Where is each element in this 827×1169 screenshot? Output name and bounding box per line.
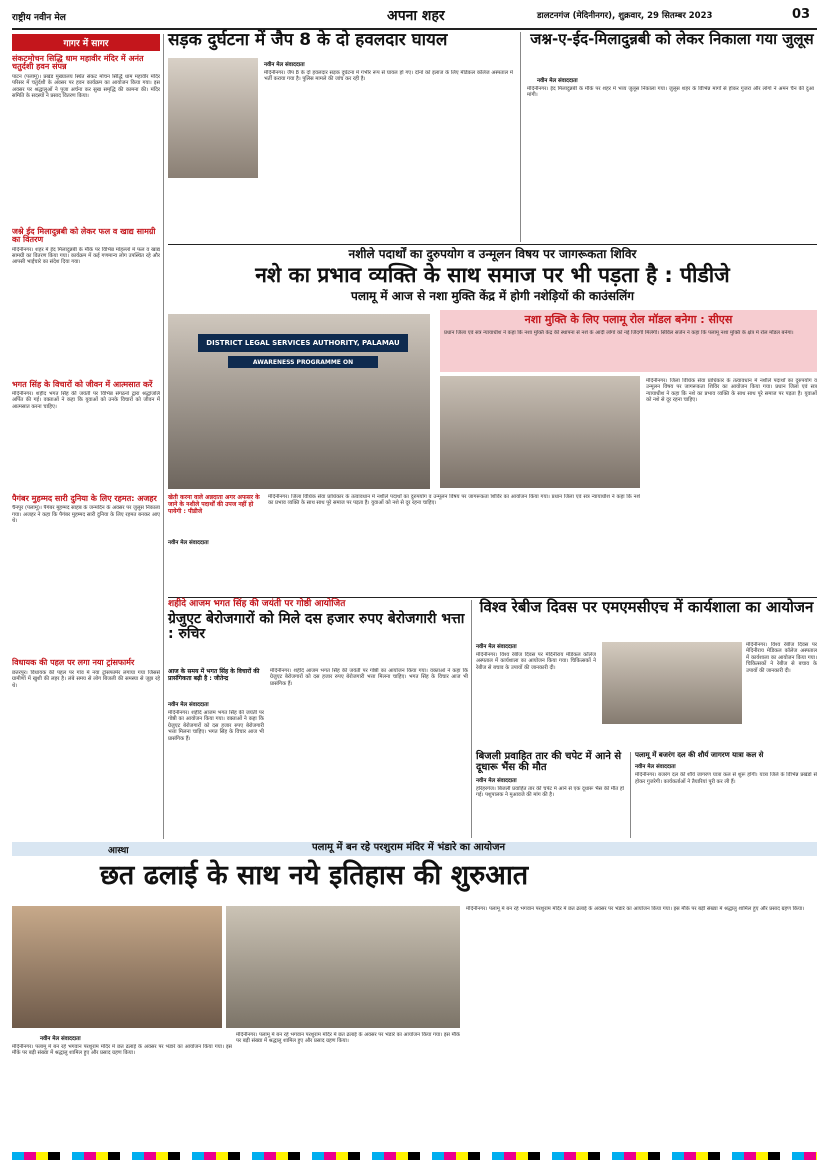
sidebar-item	[12, 659, 160, 779]
page-number: 03	[792, 7, 811, 22]
headline: जश्न-ए-ईद-मिलादुन्नबी को लेकर निकाला गया जुलूस	[530, 30, 814, 48]
bottom-headline: छत ढलाई के साथ नये इतिहास की शुरुआत	[100, 860, 529, 891]
injured-photo	[168, 58, 258, 178]
story-rabies	[476, 600, 817, 750]
kicker: पलामू में बन रहे परशुराम मंदिर में भंडारे का आयोजन	[312, 842, 506, 853]
article-body-cont: मेदिनीनगर। शहीदे आजम भगत सिंह की जयंती पर गोष्ठी का आयोजन किया गया। वक्ताओं ने कहा कि ग्रेजुएट बेरोजगारों को दस हजार रुपए बेरोजगारी भत्ता मिलना चाहिए। भगत सिंह के विचार आज भी प्रासंगिक हैं।	[270, 668, 468, 687]
byline: नवीन मेल संवाददाता	[168, 702, 209, 708]
sidebar-divider	[163, 34, 164, 839]
sidebar-item-body: पाटन (पलामू)। प्रखंड मुख्यालय स्थित संकट मोचन सिद्धि धाम महावीर मंदिर परिसर में चतुर्दशी के अवसर पर हवन कार्यक्रम का आयोजन किया गया। इस अवसर पर श्रद्धालुओं ने पूजा अर्चना कर सुख समृद्धि की कामना की। मंदिर समिति के सदस्यों ने प्रसाद वितरण किया।	[12, 73, 160, 99]
story-electric	[476, 752, 624, 838]
sidebar-item-title: विधायक की पहल पर लगा नया ट्रांसफार्मर	[12, 658, 135, 668]
dateline: डालटनगंज (मेदिनीनगर), शुक्रवार, 29 सितम्बर 2023	[537, 11, 713, 21]
section-rule	[168, 244, 817, 245]
headline: पलामू में बजरंग दल की शौर्य जागरण यात्रा कल से	[635, 751, 764, 759]
workshop-photo	[602, 642, 742, 724]
article-body: मेदिनीनगर। जिला विधिक सेवा प्राधिकार के तत्वावधान में नशीले पदार्थों का दुरुपयोग व उन्मूलन विषय पर जागरूकता शिविर का आयोजन किया गया। प्रधान जिला एवं सत्र न्यायाधीश ने कहा कि नशे का प्रभाव व्यक्ति के साथ साथ पूरे समाज पर पड़ता है। युवाओं को नशे से दूर रहना चाहिए।	[646, 378, 817, 404]
page-header	[12, 6, 817, 26]
sidebar-item-body: छतरपुर। विधायक की पहल पर गांव में नया ट्रांसफार्मर लगाया गया जिससे ग्रामीणों में खुशी की लहर है। लंबे समय से लोग बिजली की समस्या से जूझ रहे थे।	[12, 669, 160, 689]
headline: सड़क दुर्घटना में जैप 8 के दो हवलदार घायल	[168, 30, 448, 50]
byline: नवीन मेल संवाददाता	[476, 778, 517, 784]
sidebar-item-title: संकटमोचन सिद्धि धाम महावीर मंदिर में अनंत चतुर्दशी हवन संपन्न	[12, 54, 144, 72]
temple-photo-2	[226, 906, 460, 1028]
byline: नवीन मेल संवाददाता	[264, 62, 305, 68]
article-body: मेदिनीनगर। पलामू में बन रहे भगवान परशुराम मंदिर में छत ढलाई के अवसर पर भंडारे का आयोजन किया गया। इस मौके पर बड़ी संख्या में श्रद्धालु शामिल हुए और प्रसाद ग्रहण किया।	[12, 1044, 232, 1057]
sidebar-item	[12, 55, 160, 224]
article-body-cont: मेदिनीनगर। विश्व रेबीज दिवस पर मेदिनीराय मेडिकल कॉलेज अस्पताल में कार्यशाला का आयोजन किया गया। चिकित्सकों ने रेबीज से बचाव के उपायों की जानकारी दी।	[746, 642, 817, 674]
photo-banner: DISTRICT LEGAL SERVICES AUTHORITY, PALAMAU	[198, 334, 408, 352]
sidebar-item-title: भगत सिंह के विचारों को जीवन में आत्मसात करें	[12, 379, 153, 389]
sidebar-label: गागर में सागर	[12, 34, 160, 51]
quote: आज के समय में भगत सिंह के विचारों की प्रासंगिकता बढ़ी है : जीतेन्द्र	[168, 668, 260, 682]
sidebar-item	[12, 495, 160, 655]
sidebar-item	[12, 381, 160, 491]
byline: नवीन मेल संवाददाता	[168, 540, 209, 546]
info-box	[440, 310, 817, 372]
meeting-photo	[440, 376, 640, 488]
headline: नशे का प्रभाव व्यक्ति के साथ समाज पर भी पड़ता है : पीडीजे	[255, 262, 730, 287]
article-body-cont: मेदिनीनगर। पलामू में बन रहे भगवान परशुराम मंदिर में छत ढलाई के अवसर पर भंडारे का आयोजन किया गया। इस मौके पर बड़ी संख्या में श्रद्धालु शामिल हुए और प्रसाद ग्रहण किया।	[236, 1032, 460, 1045]
byline: नवीन मेल संवाददाता	[476, 644, 517, 650]
byline: नवीन मेल संवाददाता	[40, 1036, 81, 1042]
headline: बिजली प्रवाहित तार की चपेट में आने से दूधारू भैंस की मौत	[476, 751, 622, 773]
subhead: पलामू में आज से नशा मुक्ति केंद्र में होगी नशेड़ियों की काउंसलिंग	[351, 288, 634, 303]
headline: ग्रेजुएट बेरोजगारों को मिले दस हजार रुपए बेरोजगारी भत्ता : रुचिर	[168, 611, 465, 643]
sidebar-item-body: चैनपुर (पलामू)। पैगंबर मुहम्मद साहब के जन्मदिन के अवसर पर जुलूस निकाला गया। अजहर ने कहा कि पैगंबर मुहम्मद सारी दुनिया के लिए रहमत बनकर आए थे।	[12, 505, 160, 525]
article-body-cont: मेदिनीनगर। जिला विधिक सेवा प्राधिकार के तत्वावधान में नशीले पदार्थों का दुरुपयोग व उन्मूलन विषय पर जागरूकता शिविर का आयोजन किया गया। प्रधान जिला एवं सत्र न्यायाधीश ने कहा कि नशे का प्रभाव व्यक्ति के साथ साथ पूरे समाज पर पड़ता है। युवाओं को नशे से दूर रहना चाहिए।	[268, 494, 640, 507]
bottom-band	[12, 842, 817, 856]
article-body: मेदिनीनगर। बजरंग दल की शौर्य जागरण यात्रा कल से शुरू होगी। यात्रा जिले के विभिन्न प्रखंडों से होकर गुजरेगी। कार्यकर्ताओं ने तैयारियां पूरी कर ली हैं।	[635, 772, 817, 785]
article-body: मेदिनीनगर। विश्व रेबीज दिवस पर मेदिनीराय मेडिकल कॉलेज अस्पताल में कार्यशाला का आयोजन किया गया। चिकित्सकों ने रेबीज से बचाव के उपायों की जानकारी दी।	[476, 652, 596, 671]
top-story-left	[168, 32, 513, 242]
byline: नवीन मेल संवाददाता	[635, 764, 676, 771]
top-story-right	[520, 32, 817, 242]
byline: नवीन मेल संवाददाता	[537, 78, 578, 84]
section-label: आस्था	[108, 846, 129, 856]
temple-photo-1	[12, 906, 222, 1028]
article-body: मेदिनीनगर। ईद मिलादुन्नबी के मौके पर शहर में भव्य जुलूस निकाला गया। जुलूस शहर के विभिन्न मार्गों से होकर गुजरा और लोगों ने अमन चैन की दुआ मांगी।	[527, 86, 814, 99]
print-registration-bar	[12, 1152, 817, 1160]
article-body: मेदिनीनगर। जैप 8 के दो हवलदार सड़क दुर्घटना में गंभीर रूप से घायल हो गए। दोनों को इलाज के लिए मेडिकल कॉलेज अस्पताल में भर्ती कराया गया है। पुलिस मामले की जांच कर रही है।	[264, 70, 513, 83]
pull-quote: खेती करना वाले अन्नदाता अगर अफसर के जाने के नशीले पदार्थों की उपज नहीं हो पायेगी : पीडीजे	[168, 494, 260, 515]
article-body-cont: मेदिनीनगर। पलामू में बन रहे भगवान परशुराम मंदिर में छत ढलाई के अवसर पर भंडारे का आयोजन किया गया। इस मौके पर बड़ी संख्या में श्रद्धालु शामिल हुए और प्रसाद ग्रहण किया।	[466, 906, 805, 912]
sidebar-item	[12, 228, 160, 377]
story-bajrang	[630, 752, 817, 838]
article-body: मेदिनीनगर। शहीदे आजम भगत सिंह की जयंती पर गोष्ठी का आयोजन किया गया। वक्ताओं ने कहा कि ग्रेजुएट बेरोजगारों को दस हजार रुपए बेरोजगारी भत्ता मिलना चाहिए। भगत सिंह के विचार आज भी प्रासंगिक हैं।	[168, 710, 264, 742]
article-body: हरिहरगंज। बिजली प्रवाहित तार की चपेट में आने से एक दूधारू भैंस की मौत हो गई। पशुपालक ने मुआवजे की मांग की है।	[476, 786, 624, 799]
sidebar-item-body: मेदिनीनगर। शहर में ईद मिलादुन्नबी के मौके पर विभिन्न मोहल्लों में फल व खाद्य सामग्री का वितरण किया गया। कार्यक्रम में कई गणमान्य लोग उपस्थित रहे और आपसी भाईचारे का संदेश दिया गया।	[12, 246, 160, 266]
photo-banner-sub: AWARENESS PROGRAMME ON	[228, 356, 378, 368]
kicker: शहीदे आजम भगत सिंह की जयंती पर गोष्ठी आयोजित	[168, 599, 346, 609]
info-box-title: नशा मुक्ति के लिए पलामू रोल मॉडल बनेगा : सीएस	[524, 313, 733, 326]
masthead-logo: राष्ट्रीय नवीन मेल	[12, 13, 66, 23]
sidebar	[12, 34, 160, 834]
headline: विश्व रेबीज दिवस पर एमएमसीएच में कार्यशाला का आयोजन	[479, 598, 814, 616]
story-bhagat	[168, 600, 468, 838]
sidebar-item-body: मेदिनीनगर। शहीद भगत सिंह की जयंती पर विभिन्न संगठनों द्वारा श्रद्धांजलि अर्पित की गई। वक्ताओं ने कहा कि युवाओं को उनके विचारों को जीवन में आत्मसात करना चाहिए।	[12, 390, 160, 410]
lead-story	[168, 248, 817, 593]
sidebar-item-title: पैगंबर मुहम्मद सारी दुनिया के लिए रहमत: अजहर	[12, 493, 157, 503]
column-divider	[471, 600, 472, 838]
info-box-body: प्रधान जिला एवं सत्र न्यायाधीश ने कहा कि नशा मुक्ति केंद्र की स्थापना से नशे के आदी लोगों को नई जिंदगी मिलेगी। सिविल सर्जन ने कहा कि पलामू नशा मुक्ति के क्षेत्र में रोल मॉडल बनेगा।	[444, 329, 794, 336]
kicker: नशीले पदार्थों का दुरुपयोग व उन्मूलन विषय पर जागरूकता शिविर	[348, 247, 637, 261]
sidebar-item-title: जश्ने ईद मिलादुन्नबी को लेकर फल व खाद्य सामग्री का वितरण	[12, 226, 156, 245]
section-title: अपना शहर	[387, 8, 445, 24]
lead-photo	[168, 314, 430, 489]
